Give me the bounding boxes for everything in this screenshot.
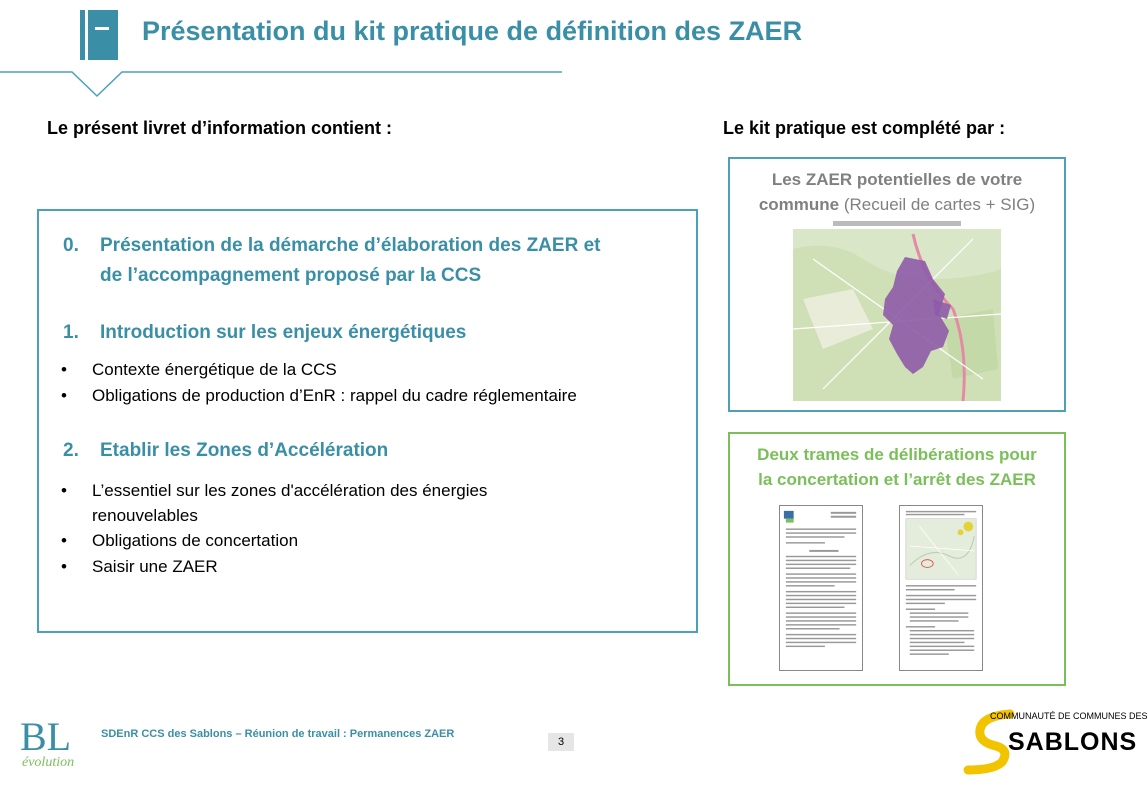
bl-evolution-logo: [18, 712, 82, 770]
section-title: Introduction sur les enjeux énergétiques: [100, 322, 467, 343]
section-1: [63, 318, 466, 348]
sablons-logo: [962, 708, 1148, 774]
deliberation-document-thumbnail: [779, 505, 863, 671]
right-heading: Le kit pratique est complété par :: [723, 118, 1006, 138]
list-item: [61, 554, 218, 579]
bullet: •: [61, 360, 67, 379]
footer-text: SDEnR CCS des Sablons – Réunion de travail : Permanences ZAER: [101, 728, 455, 740]
left-heading: Le présent livret d’information contient :: [47, 118, 393, 138]
sablons-logo-top-text: COMMUNAUTÉ DE COMMUNES DES: [990, 711, 1148, 721]
list-item-text: Obligations de production d’EnR : rappel du cadre réglementaire: [92, 386, 577, 405]
deliberations-title-line1: Deux trames de délibérations pour: [757, 445, 1037, 464]
book-icon: [80, 10, 118, 60]
section-title-line2: de l’accompagnement proposé par la CCS: [100, 265, 482, 286]
bullet: •: [61, 481, 67, 500]
list-item-text: Contexte énergétique de la CCS: [92, 360, 337, 379]
list-item-text: Saisir une ZAER: [92, 557, 218, 576]
list-item-text-cont: renouvelables: [92, 506, 198, 525]
deliberation-map-thumbnail: [899, 505, 983, 671]
section-0: [63, 231, 600, 291]
svg-text:évolution: évolution: [22, 755, 75, 770]
bullet: •: [61, 386, 67, 405]
zaer-map-image: [793, 219, 1001, 401]
section-number: 1.: [63, 322, 79, 343]
list-item: [61, 478, 487, 528]
bullet: •: [61, 531, 67, 550]
list-item-text: L’essentiel sur les zones d'accélération des énergies: [92, 481, 488, 500]
maps-box: [728, 157, 1066, 412]
contents-box: [37, 209, 698, 633]
section-title: Etablir les Zones d’Accélération: [100, 440, 389, 461]
list-item: [61, 357, 337, 382]
maps-title-line1: Les ZAER potentielles de votre: [771, 170, 1023, 189]
deliberations-title-line2: la concertation et l’arrêt des ZAER: [758, 470, 1036, 489]
svg-text:BL: BL: [20, 714, 72, 759]
maps-title-line2: commune: [758, 195, 840, 214]
sablons-logo-name: SABLONS: [1008, 728, 1138, 756]
bullet: •: [61, 557, 67, 576]
maps-title-note: (Recueil de cartes + SIG): [843, 195, 1036, 214]
list-item: [61, 528, 298, 553]
deliberations-box-title: [730, 442, 1064, 492]
header-divider: [0, 60, 565, 100]
section-title-line1: Présentation de la démarche d’élaboration des ZAER et: [100, 235, 601, 256]
section-2: [63, 436, 388, 466]
page-number: 3: [548, 733, 574, 751]
deliberations-box: [728, 432, 1066, 686]
list-item: [61, 383, 577, 408]
page-title: Présentation du kit pratique de définition des ZAER: [142, 16, 803, 46]
section-number: 0.: [63, 235, 79, 256]
maps-box-title: [730, 167, 1064, 217]
section-number: 2.: [63, 440, 79, 461]
list-item-text: Obligations de concertation: [92, 531, 299, 550]
